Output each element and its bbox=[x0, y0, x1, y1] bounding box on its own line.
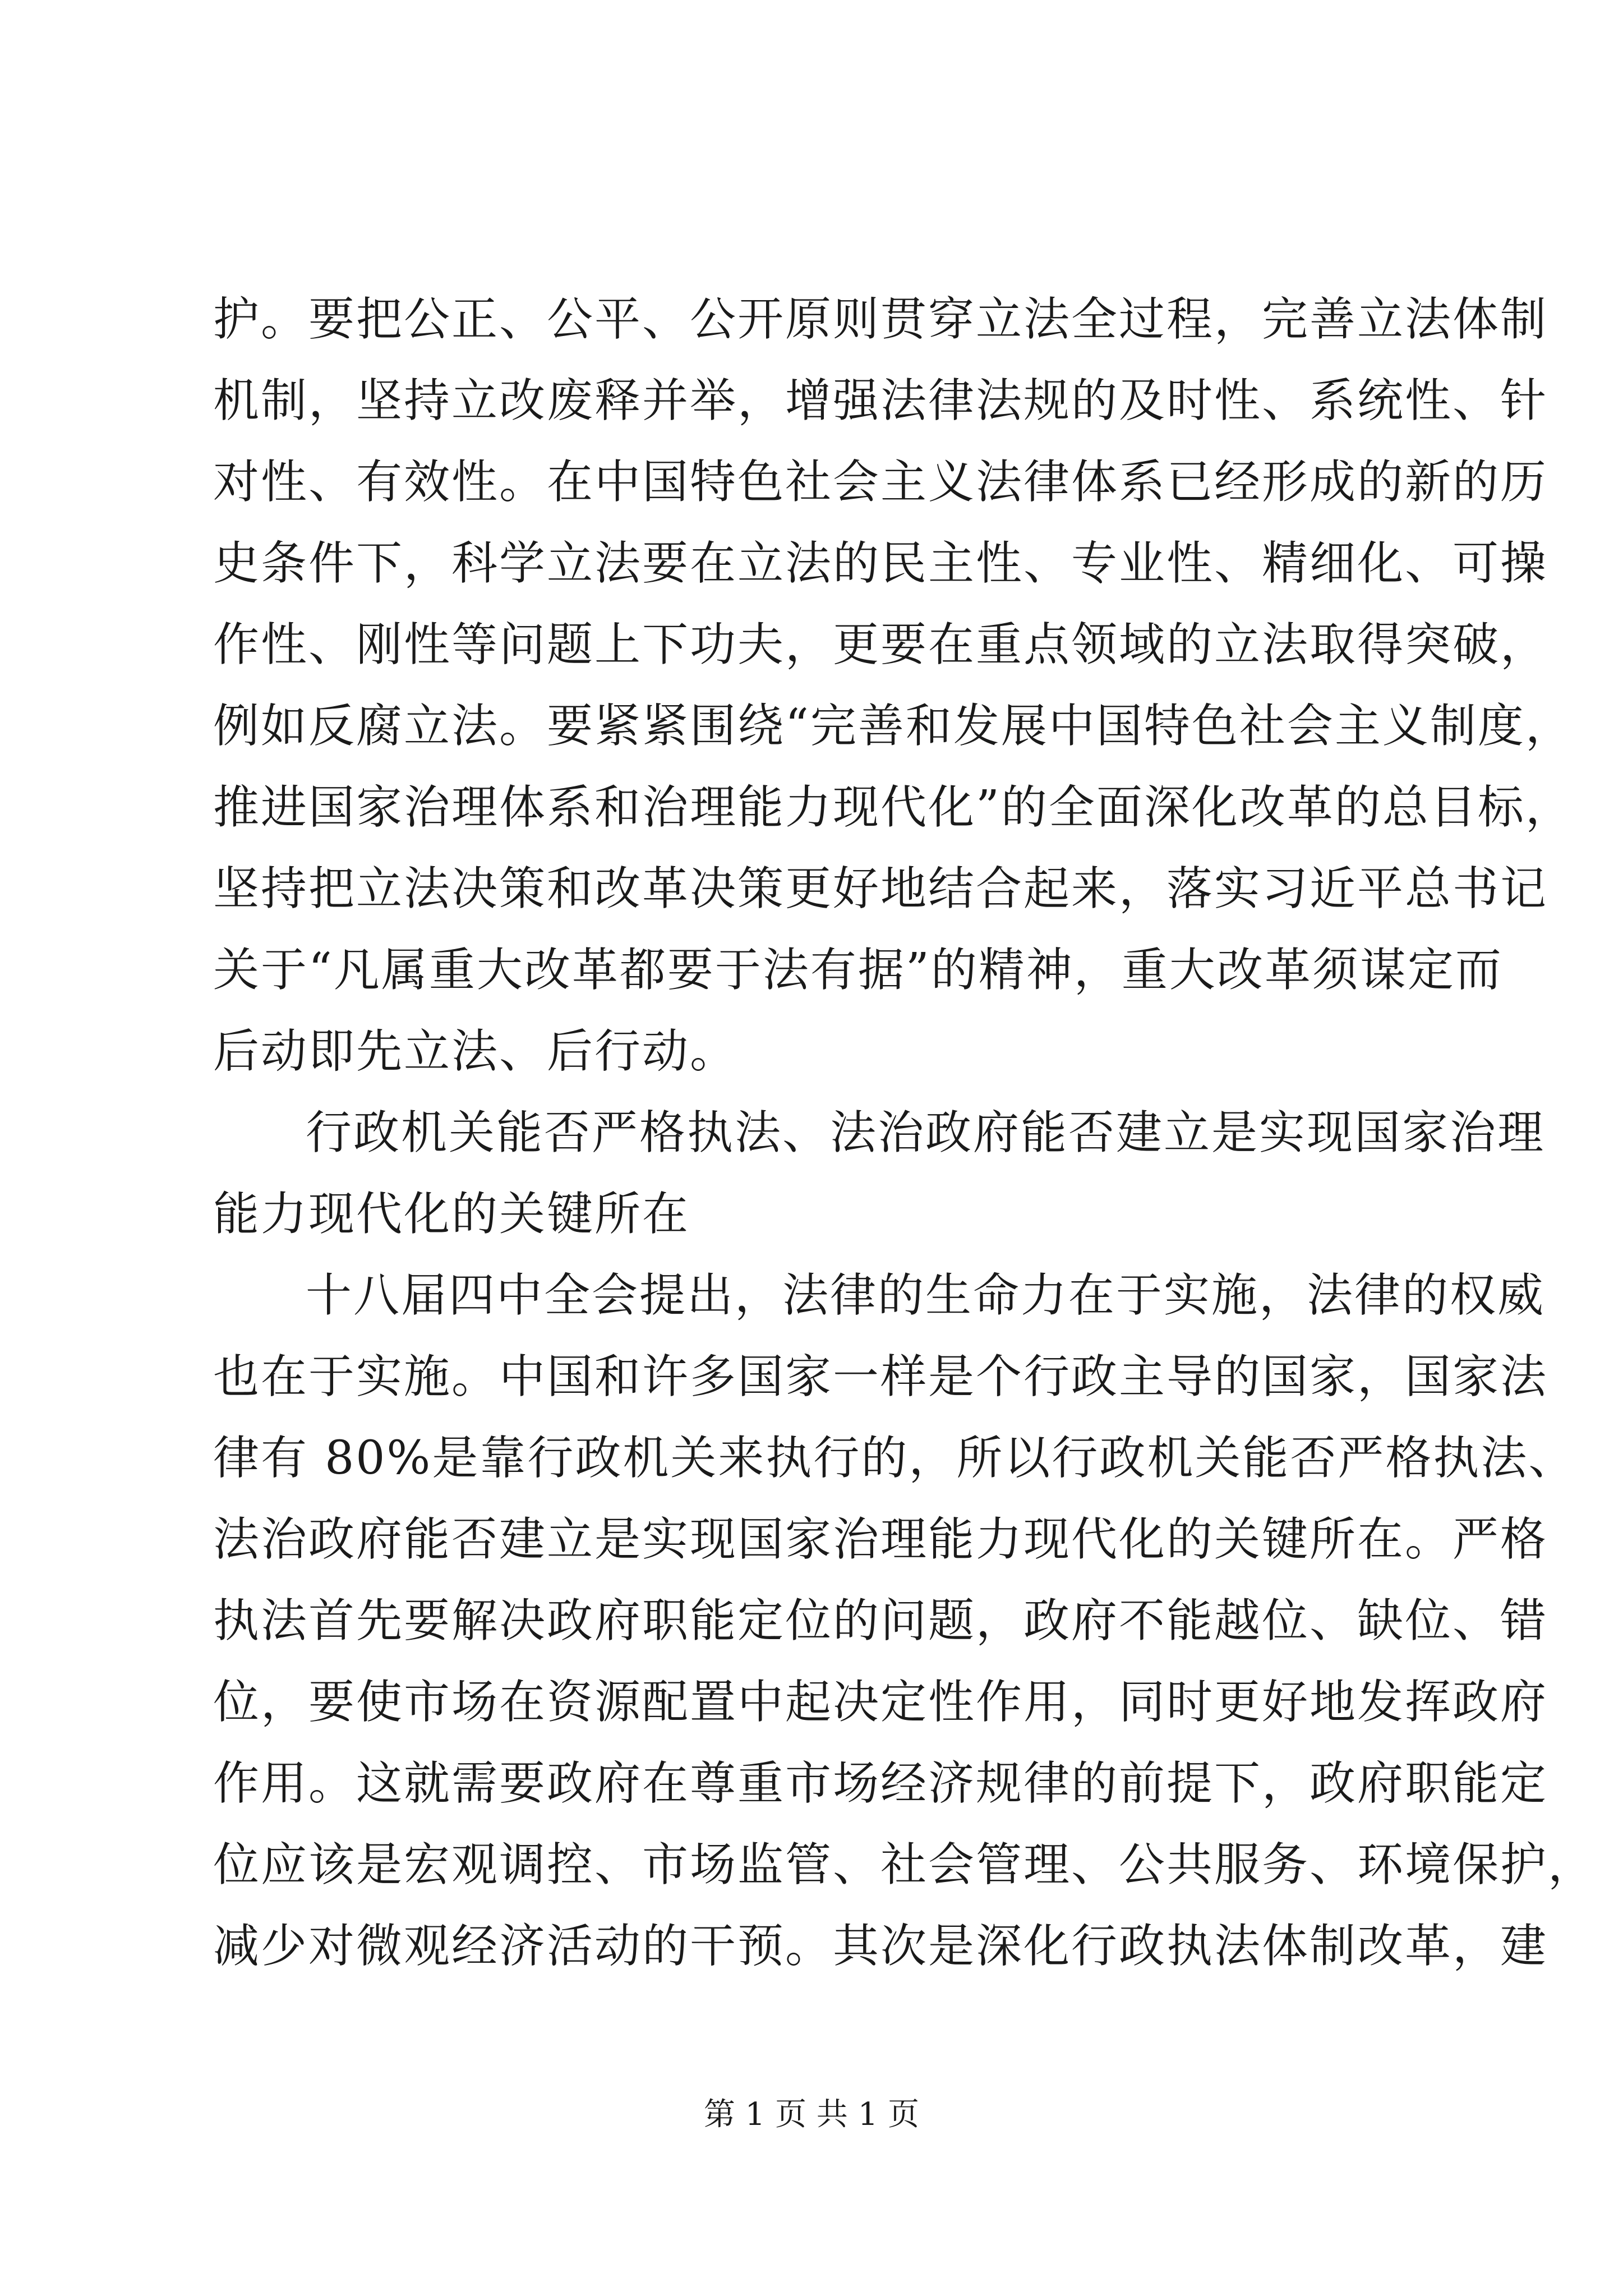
text-line: 执法首先要解决政府职能定位的问题，政府不能越位、缺位、错 bbox=[213, 1594, 1548, 1648]
text-line: 推进国家治理体系和治理能力现代化”的全面深化改革的总目标， bbox=[213, 781, 1573, 834]
text-line: 机制，坚持立改废释并举，增强法律法规的及时性、系统性、针 bbox=[213, 374, 1548, 427]
text-line: 位，要使市场在资源配置中起决定性作用，同时更好地发挥政府 bbox=[213, 1676, 1548, 1729]
text-line: 作性、刚性等问题上下功夫，更要在重点领域的立法取得突破， bbox=[213, 618, 1548, 671]
text-line: 十八届四中全会提出，法律的生命力在于实施，法律的权威 bbox=[306, 1269, 1546, 1322]
text-line: 对性、有效性。在中国特色社会主义法律体系已经形成的新的历 bbox=[213, 455, 1548, 509]
section-heading-line: 行政机关能否严格执法、法治政府能否建立是实现国家治理 bbox=[306, 1106, 1546, 1159]
text-line: 位应该是宏观调控、市场监管、社会管理、公共服务、环境保护， bbox=[213, 1838, 1596, 1892]
section-heading-line: 能力现代化的关键所在 bbox=[213, 1188, 690, 1241]
text-line: 作用。这就需要政府在尊重市场经济规律的前提下，政府职能定 bbox=[213, 1757, 1548, 1810]
text-line: 坚持把立法决策和改革决策更好地结合起来，落实习近平总书记 bbox=[213, 862, 1548, 915]
text-line: 也在于实施。中国和许多国家一样是个行政主导的国家，国家法 bbox=[213, 1350, 1548, 1404]
text-line: 护。要把公正、公平、公开原则贯穿立法全过程，完善立法体制 bbox=[213, 293, 1548, 346]
text-line: 史条件下，科学立法要在立法的民主性、专业性、精细化、可操 bbox=[213, 537, 1548, 590]
page-number-footer: 第 1 页 共 1 页 bbox=[703, 2096, 920, 2133]
text-line: 法治政府能否建立是实现国家治理能力现代化的关键所在。严格 bbox=[213, 1513, 1548, 1566]
text-line: 律有 80%是靠行政机关来执行的，所以行政机关能否严格执法、 bbox=[213, 1432, 1576, 1485]
text-line: 后动即先立法、后行动。 bbox=[213, 1025, 738, 1078]
text-line: 减少对微观经济活动的干预。其次是深化行政执法体制改革，建 bbox=[213, 1920, 1548, 1973]
text-line: 关于“凡属重大改革都要于法有据”的精神，重大改革须谋定而 bbox=[213, 944, 1503, 997]
text-line: 例如反腐立法。要紧紧围绕“完善和发展中国特色社会主义制度， bbox=[213, 700, 1573, 753]
